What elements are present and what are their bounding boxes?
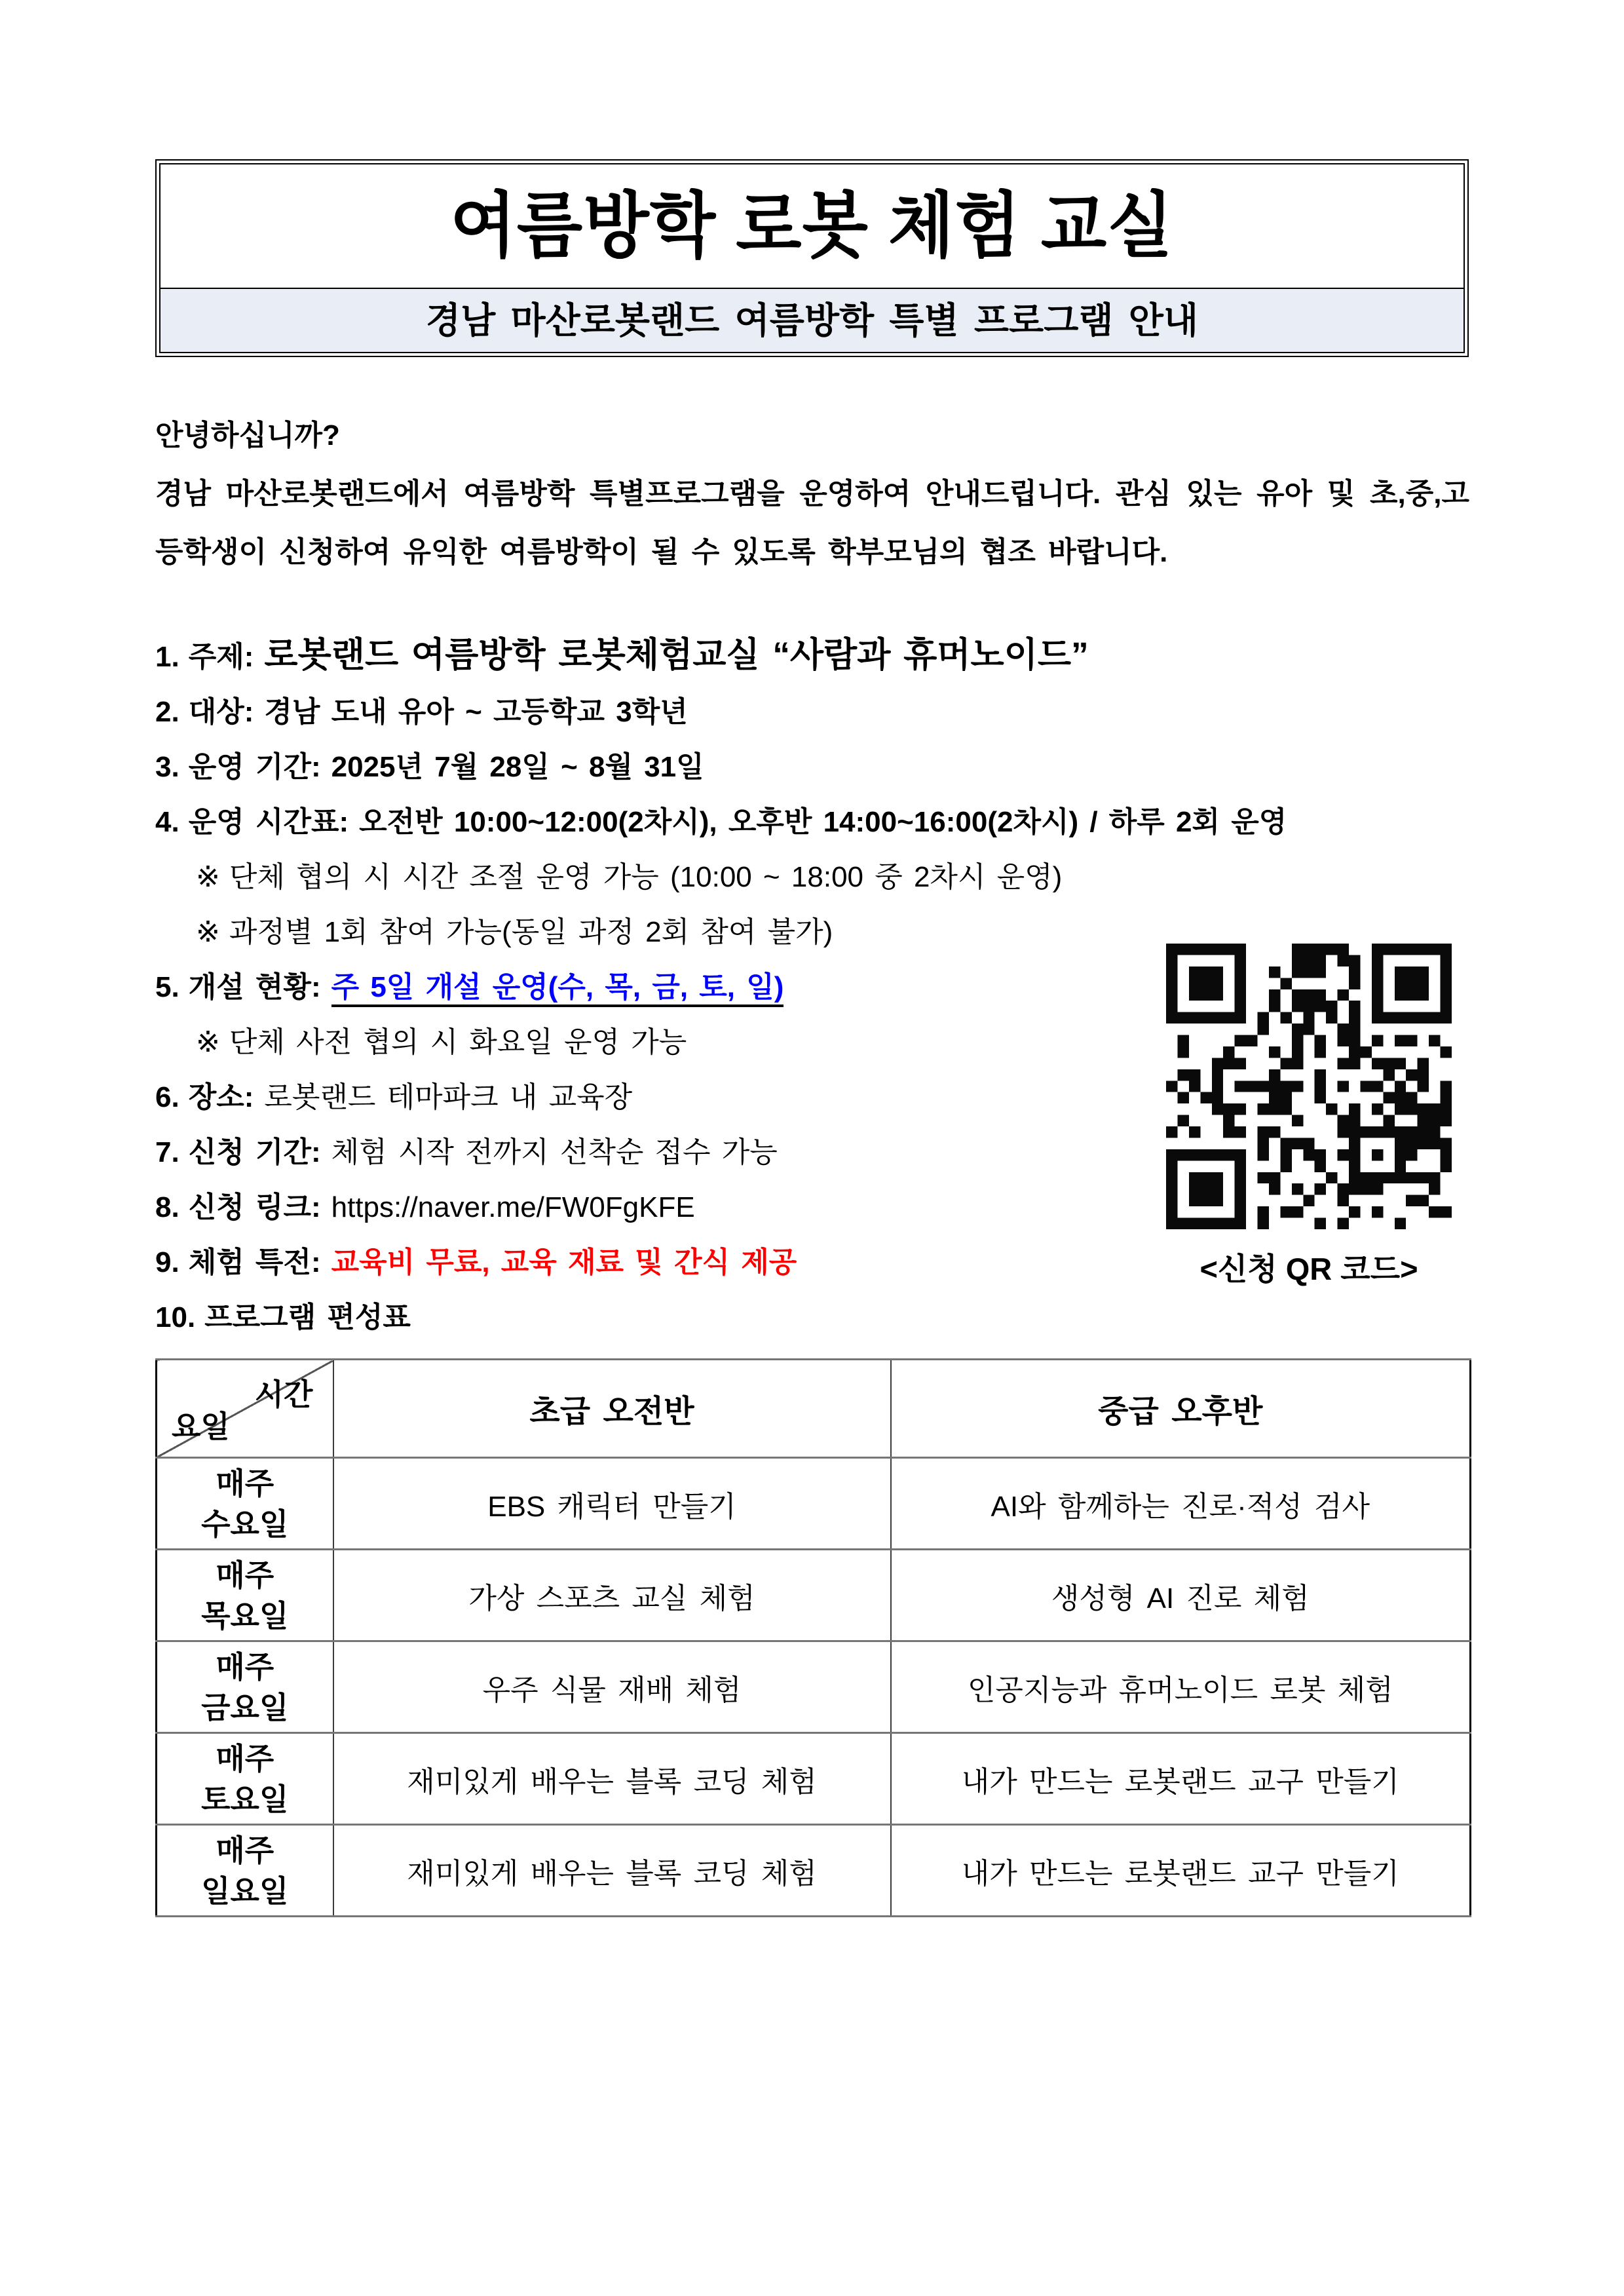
note-text: 단체 사전 협의 시 화요일 운영 가능: [229, 1026, 687, 1058]
table-row: [157, 1733, 1471, 1825]
day-week: 매주: [216, 1833, 274, 1867]
table-row: [157, 1458, 1471, 1550]
program-cell-morning: 가상 스포츠 교실 체험: [333, 1550, 891, 1641]
item-value: 로봇랜드 여름방학 로봇체험교실 “사람과 휴머노이드”: [264, 636, 1089, 674]
day-cell: [157, 1641, 333, 1733]
corner-label-day: 요일: [172, 1409, 230, 1444]
program-cell-afternoon: 생성형 AI 진로 체험: [891, 1550, 1471, 1641]
item-value: 체험 시작 전까지 선착순 접수 가능: [331, 1136, 778, 1168]
item-label: 장소:: [188, 1081, 254, 1113]
note-text: 과정별 1회 참여 가능(동일 과정 2회 참여 불가): [229, 916, 833, 948]
day-name: 목요일: [201, 1598, 289, 1633]
item-number: 9.: [155, 1246, 179, 1278]
item-number: 3.: [155, 751, 179, 783]
item-number: 8.: [155, 1191, 179, 1223]
program-cell-afternoon: 인공지능과 휴머노이드 로봇 체험: [891, 1641, 1471, 1733]
program-cell-morning: 재미있게 배우는 블록 코딩 체험: [333, 1733, 891, 1825]
day-week: 매주: [216, 1741, 274, 1776]
item-label: 개설 현황:: [188, 971, 321, 1003]
item-label: 신청 기간:: [188, 1136, 321, 1168]
day-cell: [157, 1458, 333, 1550]
page-subtitle: 경남 마산로봇랜드 여름방학 특별 프로그램 안내: [161, 288, 1463, 352]
apply-url: https://naver.me/FW0FgKFE: [331, 1191, 695, 1223]
item-value: 경남 도내 유아 ~ 고등학교 3학년: [264, 696, 688, 728]
item-label: 신청 링크:: [188, 1191, 321, 1223]
qr-block: [1166, 944, 1452, 1289]
list-item-timetable: [155, 795, 1505, 850]
item-label: 주제:: [188, 641, 254, 673]
item-label: 운영 기간:: [188, 751, 321, 783]
item-value: 주 5일 개설 운영(수, 목, 금, 토, 일): [331, 971, 784, 1003]
table-row: [157, 1550, 1471, 1641]
table-corner-cell: [157, 1360, 333, 1458]
item-value: 교육비 무료, 교육 재료 및 간식 제공: [331, 1246, 797, 1278]
day-week: 매주: [216, 1558, 274, 1592]
open-days-link[interactable]: [331, 971, 784, 1007]
title-banner-inner: [159, 163, 1465, 353]
application-qr-code: [1166, 944, 1452, 1229]
item-number: 5.: [155, 971, 179, 1003]
note-text: 단체 협의 시 시간 조절 운영 가능 (10:00 ~ 18:00 중 2차시 운영): [229, 861, 1063, 893]
greeting-salutation: 안녕하십니까?: [155, 419, 340, 451]
note-marker: ※: [196, 861, 220, 893]
item-label: 대상:: [188, 696, 254, 728]
program-table: [155, 1358, 1471, 1917]
item-number: 10.: [155, 1301, 196, 1333]
program-cell-afternoon: 내가 만드는 로봇랜드 교구 만들기: [891, 1733, 1471, 1825]
day-name: 금요일: [201, 1690, 289, 1725]
day-week: 매주: [216, 1466, 274, 1501]
program-cell-afternoon: 내가 만드는 로봇랜드 교구 만들기: [891, 1825, 1471, 1917]
note-marker: ※: [196, 916, 220, 948]
qr-caption: <신청 QR 코드>: [1199, 1252, 1418, 1286]
program-cell-morning: 재미있게 배우는 블록 코딩 체험: [333, 1825, 891, 1917]
day-cell: [157, 1825, 333, 1917]
item-label: 프로그램 편성표: [204, 1301, 411, 1333]
greeting-body: 경남 마산로봇랜드에서 여름방학 특별프로그램을 운영하여 안내드립니다. 관심 있는 유아 및 초,중,고등학생이 신청하여 유익한 여름방학이 될 수 있도록 학부모님의 협조 바랍니다.: [155, 478, 1469, 568]
item-number: 7.: [155, 1136, 179, 1168]
item-value: 로봇랜드 테마파크 내 교육장: [264, 1081, 633, 1113]
day-cell: [157, 1733, 333, 1825]
program-cell-morning: 우주 식물 재배 체험: [333, 1641, 891, 1733]
day-name: 일요일: [201, 1873, 289, 1908]
column-header-morning: 초급 오전반: [333, 1360, 891, 1458]
item-number: 6.: [155, 1081, 179, 1113]
program-cell-afternoon: AI와 함께하는 진로·적성 검사: [891, 1458, 1471, 1550]
list-item-period: [155, 740, 1505, 795]
item-value: 2025년 7월 28일 ~ 8월 31일: [331, 751, 704, 783]
day-cell: [157, 1550, 333, 1641]
table-row: [157, 1825, 1471, 1917]
item-number: 1.: [155, 641, 179, 673]
greeting-block: [155, 406, 1469, 581]
item-value: 오전반 10:00~12:00(2차시), 오후반 14:00~16:00(2차시) / 하루 2회 운영: [359, 806, 1287, 838]
item-number: 4.: [155, 806, 179, 838]
day-week: 매주: [216, 1649, 274, 1684]
item-number: 2.: [155, 696, 179, 728]
item-label: 체험 특전:: [188, 1246, 321, 1278]
corner-label-time: 시간: [254, 1377, 313, 1411]
note-marker: ※: [196, 1026, 220, 1058]
column-header-afternoon: 중급 오후반: [891, 1360, 1471, 1458]
day-name: 토요일: [201, 1782, 289, 1816]
list-item-program-table-heading: [155, 1290, 1505, 1345]
item-label: 운영 시간표:: [188, 806, 349, 838]
page-title: 여름방학 로봇 체험 교실: [450, 186, 1174, 266]
list-note-time-adjust: [155, 850, 1505, 905]
day-name: 수요일: [201, 1506, 289, 1541]
list-item-topic: [155, 628, 1505, 685]
list-item-target: [155, 685, 1505, 740]
title-banner: [155, 159, 1469, 357]
program-cell-morning: EBS 캐릭터 만들기: [333, 1458, 891, 1550]
table-row: [157, 1641, 1471, 1733]
